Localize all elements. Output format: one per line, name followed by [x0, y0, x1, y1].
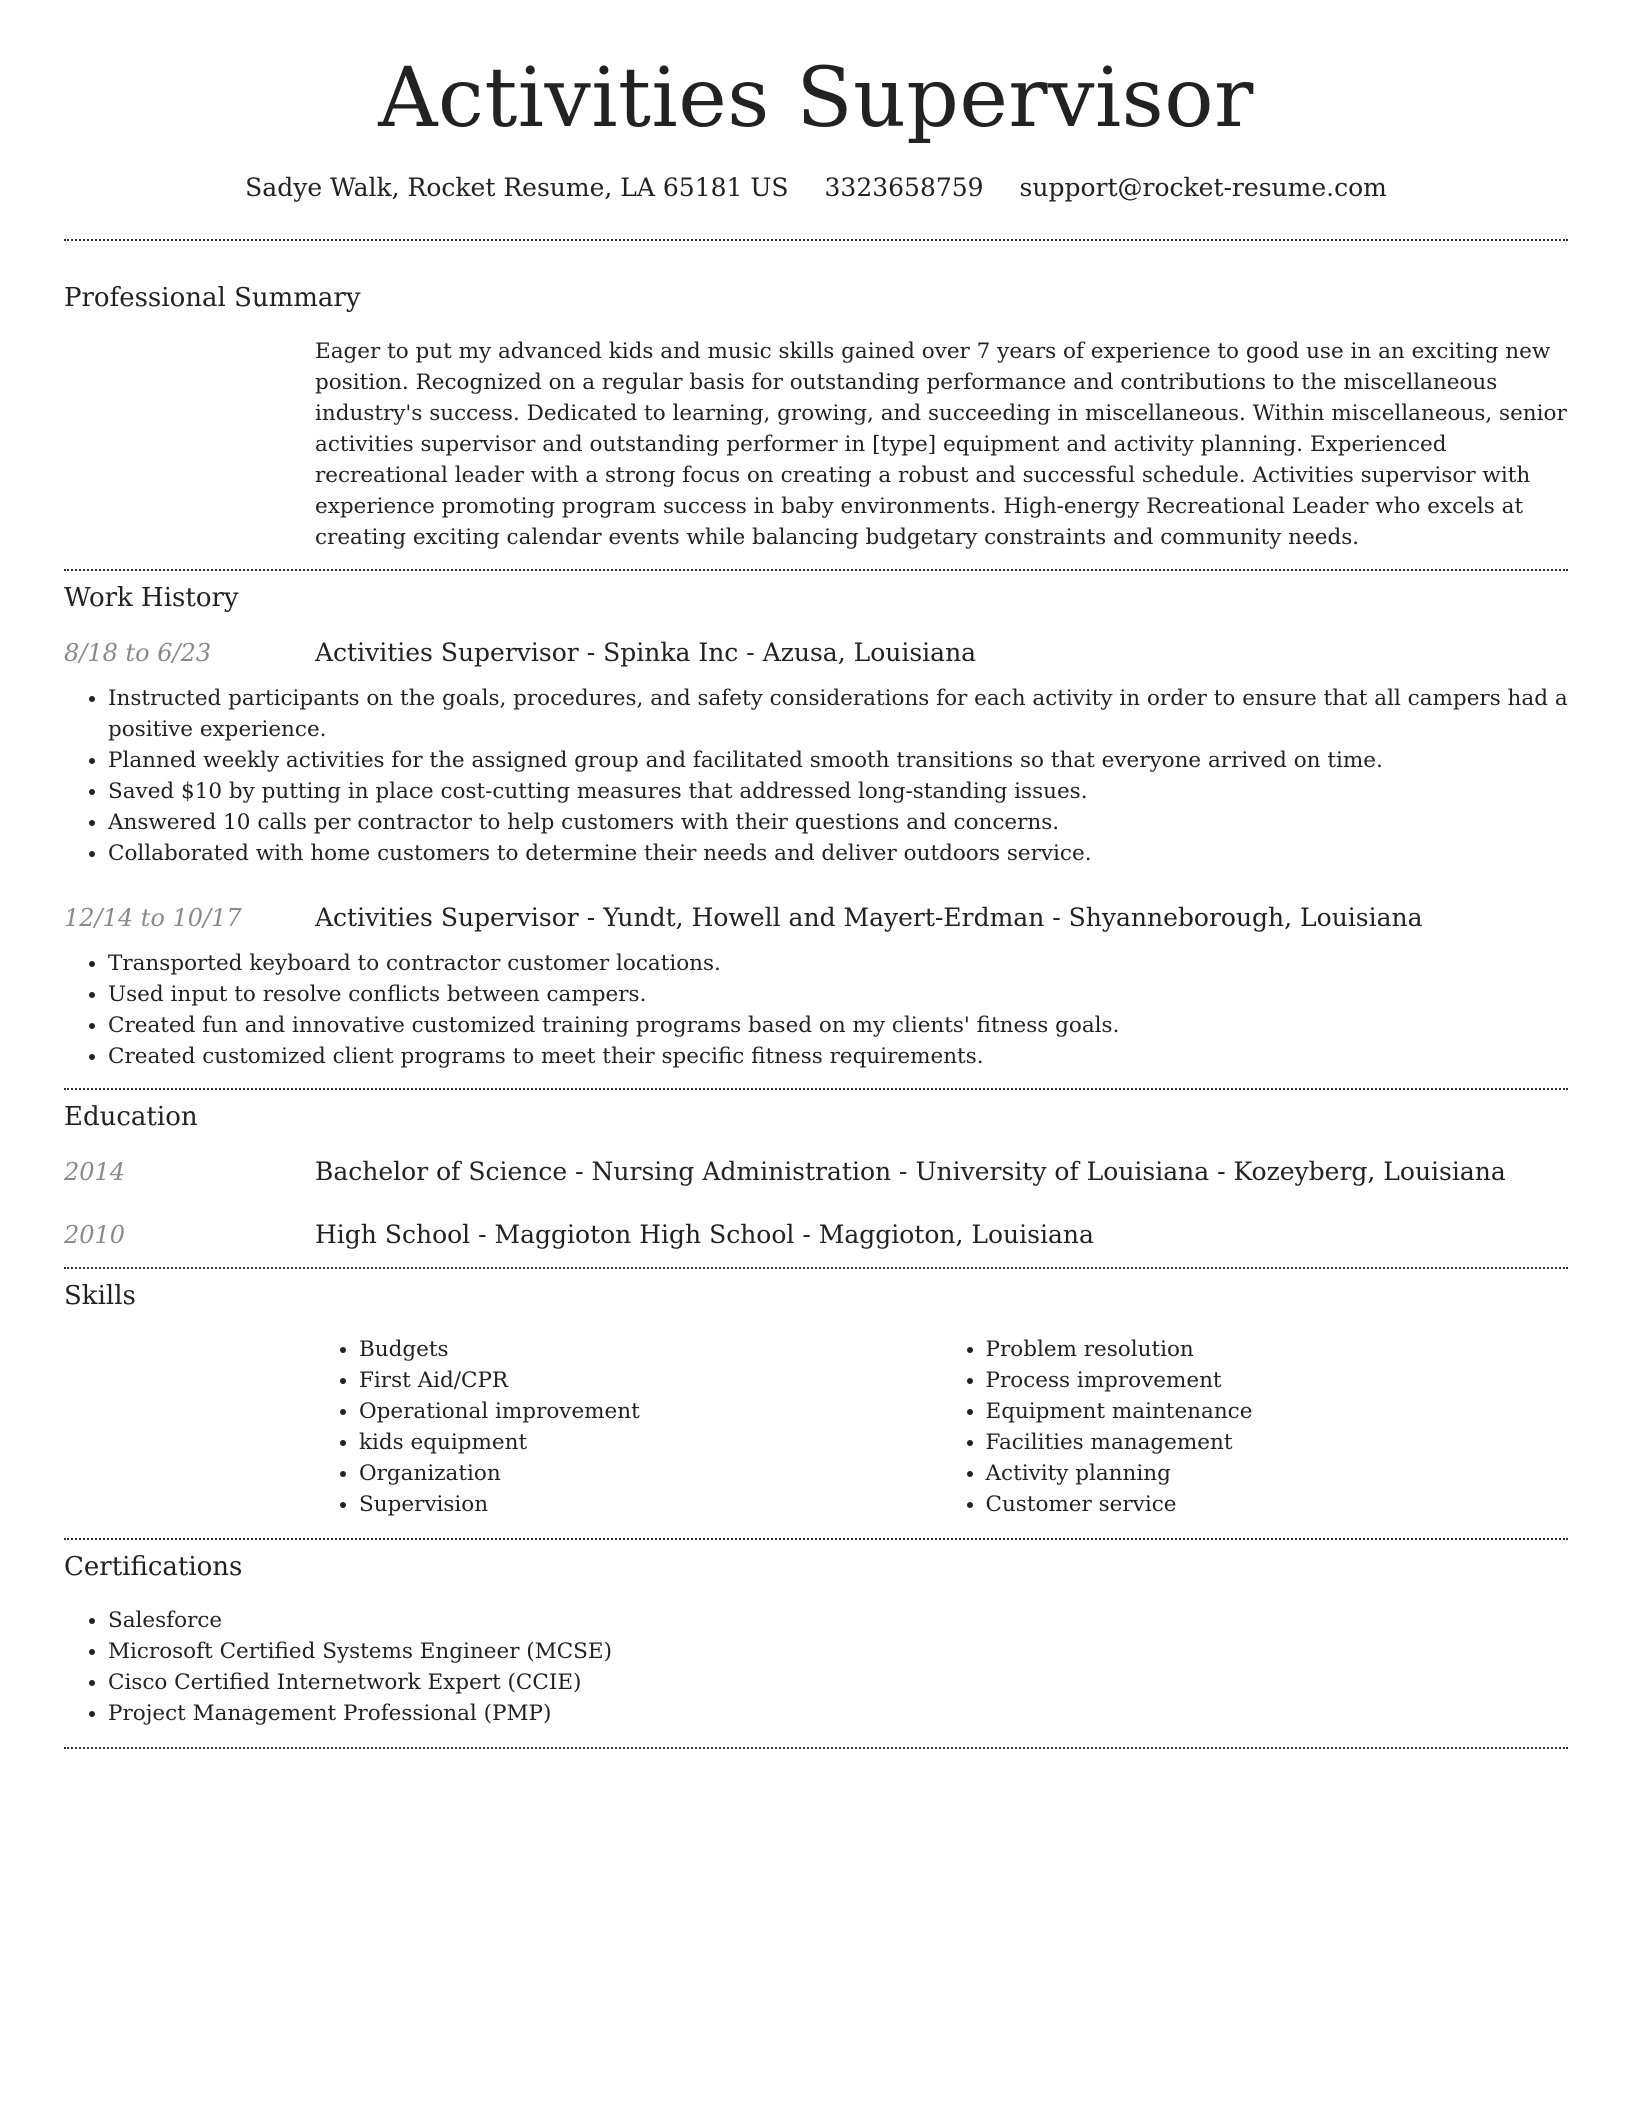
job-bullet: • Created customized client programs to meet their specific fitness requirements.	[108, 1041, 1568, 1072]
work-history-heading: Work History	[64, 582, 239, 613]
certification-item: • Cisco Certified Internetwork Expert (CCIE)	[108, 1667, 1568, 1698]
resume-title: Activities Supervisor	[378, 51, 1254, 146]
skill-item: • Organization	[359, 1458, 942, 1489]
job-header	[64, 638, 1568, 667]
summary-section	[64, 283, 1568, 553]
skill-item: • Problem resolution	[986, 1334, 1569, 1365]
job-entry	[64, 903, 1568, 1072]
education-heading-text: Bachelor of Science - Nursing Administration - University of Louisiana - Kozeyberg, Louisiana	[315, 1157, 1506, 1187]
certifications-heading: Certifications	[64, 1552, 243, 1583]
certification-item: • Salesforce	[108, 1605, 1568, 1636]
job-bullet: • Collaborated with home customers to determine their needs and deliver outdoors service.	[108, 838, 1568, 869]
contact-email: support@rocket-resume.com	[1019, 173, 1387, 202]
skills-section	[64, 1281, 1568, 1520]
job-bullet: • Planned weekly activities for the assigned group and facilitated smooth transitions so that everyone arrived on time.	[108, 745, 1568, 776]
section-divider	[64, 1267, 1568, 1269]
skills-grid	[315, 1334, 1568, 1520]
education-heading-text: High School - Maggioton High School - Maggioton, Louisiana	[315, 1220, 1094, 1250]
job-bullet: • Transported keyboard to contractor customer locations.	[108, 948, 1568, 979]
education-heading: Education	[64, 1101, 198, 1132]
skill-item: • Supervision	[359, 1489, 942, 1520]
skill-item: • Process improvement	[986, 1365, 1569, 1396]
skill-item: • kids equipment	[359, 1427, 942, 1458]
education-year: 2010	[64, 1221, 126, 1250]
skill-item: • Customer service	[986, 1489, 1569, 1520]
job-header	[64, 903, 1568, 932]
education-year: 2014	[64, 1158, 126, 1187]
certification-item: • Microsoft Certified Systems Engineer (MCSE)	[108, 1636, 1568, 1667]
job-heading: Activities Supervisor - Spinka Inc - Azusa, Louisiana	[315, 637, 977, 667]
education-section	[64, 1102, 1568, 1249]
skill-item: • Operational improvement	[359, 1396, 942, 1427]
job-bullet: • Saved $10 by putting in place cost-cutting measures that addressed long-standing issues.	[108, 776, 1568, 807]
skill-item: • Budgets	[359, 1334, 942, 1365]
section-divider	[64, 239, 1568, 241]
section-divider	[64, 1747, 1568, 1749]
certifications-list	[64, 1605, 1568, 1729]
skill-item: • Equipment maintenance	[986, 1396, 1569, 1427]
job-bullets	[64, 948, 1568, 1072]
skills-column-right	[942, 1334, 1569, 1520]
summary-text: Eager to put my advanced kids and music skills gained over 7 years of experience to good use in an exciting new position. Recognized on a regular basis for outstanding performance and contributions to the miscellaneous industry's success. Dedicated to learning, growing, and succeeding in miscellaneous. Within miscellaneous, senior activities supervisor and outstanding performer in [type] equipment and activity planning. Experienced recreational leader with a strong focus on creating a robust and successful schedule. Activities supervisor with experience promoting program success in baby environments. High-energy Recreational Leader who excels at creating exciting calendar events while balancing budgetary constraints and community needs.	[315, 338, 1567, 550]
skill-item: • Activity planning	[986, 1458, 1569, 1489]
job-bullets	[64, 683, 1568, 869]
section-divider	[64, 569, 1568, 571]
skills-column-left	[315, 1334, 942, 1520]
certifications-section	[64, 1552, 1568, 1729]
skill-item: • First Aid/CPR	[359, 1365, 942, 1396]
job-bullet: • Instructed participants on the goals, procedures, and safety considerations for each activity in order to ensure that all campers had a positive experience.	[108, 683, 1568, 745]
job-entry	[64, 638, 1568, 869]
education-entry	[64, 1157, 1568, 1186]
job-bullet: • Created fun and innovative customized training programs based on my clients' fitness goals.	[108, 1010, 1568, 1041]
section-divider	[64, 1088, 1568, 1090]
contact-address: Sadye Walk, Rocket Resume, LA 65181 US	[245, 173, 789, 202]
job-dates: 12/14 to 10/17	[64, 903, 242, 932]
certification-item: • Project Management Professional (PMP)	[108, 1698, 1568, 1729]
education-entry	[64, 1220, 1568, 1249]
summary-heading: Professional Summary	[64, 282, 361, 313]
work-history-section	[64, 583, 1568, 1072]
section-divider	[64, 1538, 1568, 1540]
job-dates: 8/18 to 6/23	[64, 638, 212, 667]
resume-page	[64, 0, 1568, 1749]
job-bullet: • Answered 10 calls per contractor to help customers with their questions and concerns.	[108, 807, 1568, 838]
job-heading: Activities Supervisor - Yundt, Howell and Mayert-Erdman - Shyanneborough, Louisiana	[315, 902, 1423, 932]
skills-heading: Skills	[64, 1281, 136, 1312]
skill-item: • Facilities management	[986, 1427, 1569, 1458]
contact-phone: 3323658759	[824, 173, 984, 202]
job-bullet: • Used input to resolve conflicts between campers.	[108, 979, 1568, 1010]
contact-line	[64, 172, 1568, 205]
